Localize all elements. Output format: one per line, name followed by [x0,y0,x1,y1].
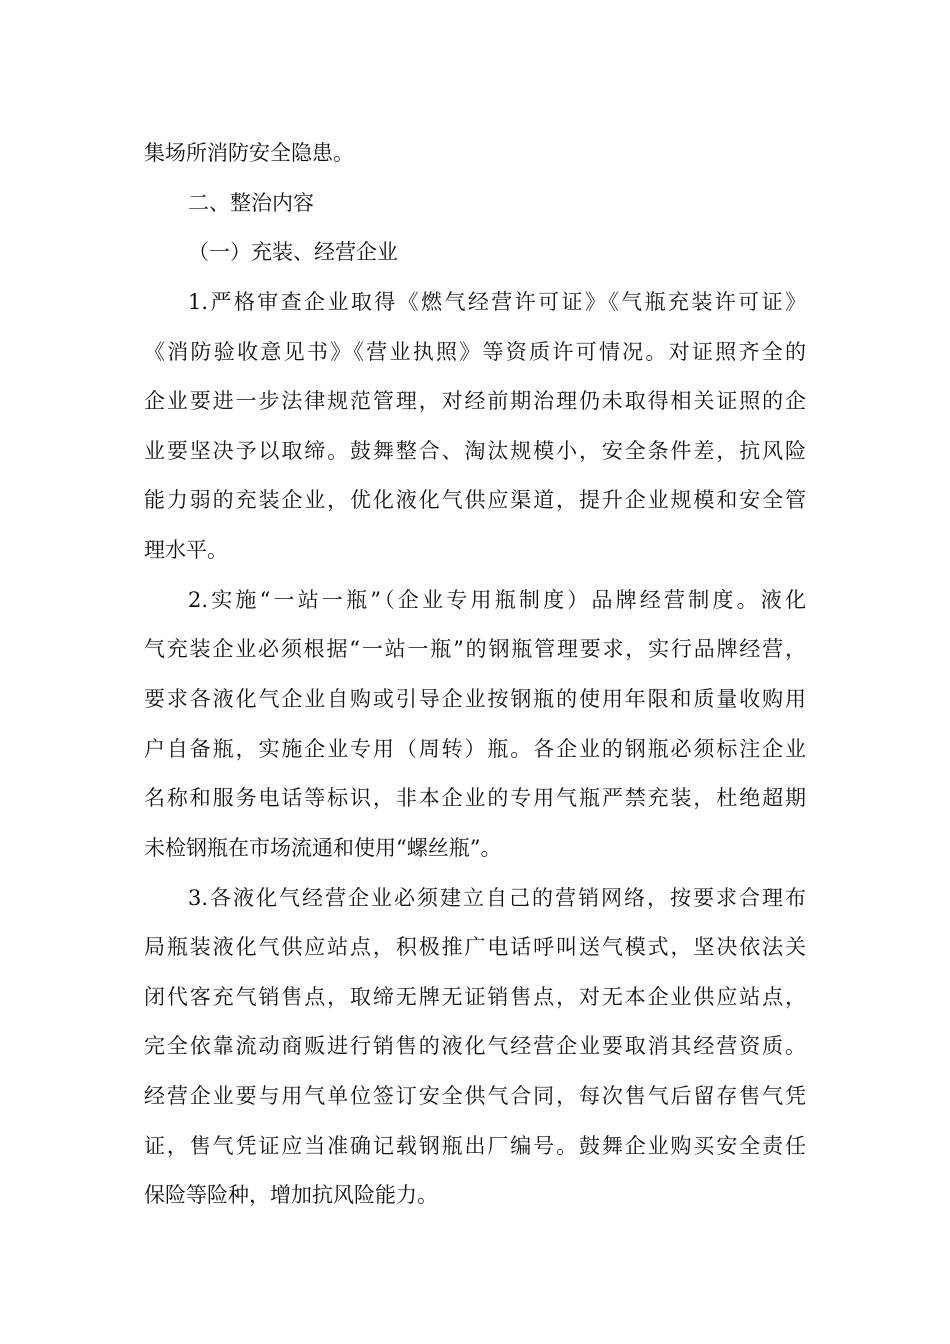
paragraph-line: 1.严格审查企业取得《燃气经营许可证》《气瓶充装许可证》 [188,290,806,314]
paragraph-line: 能力弱的充装企业，优化液化气供应渠道，提升企业规模和安全管 [144,488,806,512]
paragraph-line: 《消防验收意见书》《营业执照》等资质许可情况。对证照齐全的 [144,340,806,364]
paragraph-line: 名称和服务电话等标识，非本企业的专用气瓶严禁充装，杜绝超期 [144,786,806,810]
paragraph-line: 气充装企业必须根据“一站一瓶”的钢瓶管理要求，实行品牌经营， [144,637,806,661]
paragraph-line: 业要坚决予以取缔。鼓舞整合、淘汰规模小，安全条件差，抗风险 [144,439,806,463]
section-heading: 二、整治内容 [188,191,314,215]
paragraph-line: 理水平。 [144,538,228,562]
paragraph-line: 证，售气凭证应当准确记载钢瓶出厂编号。鼓舞企业购买安全责任 [144,1134,806,1158]
paragraph-line: 户自备瓶，实施企业专用（周转）瓶。各企业的钢瓶必须标注企业 [144,737,806,761]
paragraph-line: 要求各液化气企业自购或引导企业按钢瓶的使用年限和质量收购用 [144,687,806,711]
paragraph-line: 局瓶装液化气供应站点，积极推广电话呼叫送气模式，坚决依法关 [144,935,806,959]
paragraph-line: 未检钢瓶在市场流通和使用“螺丝瓶”。 [144,836,502,860]
paragraph-line: 集场所消防安全隐患。 [144,141,354,165]
paragraph-line: 保险等险种，增加抗风险能力。 [144,1183,438,1207]
paragraph-line: 3.各液化气经营企业必须建立自己的营销网络，按要求合理布 [188,886,806,910]
paragraph-line: 完全依靠流动商贩进行销售的液化气经营企业要取消其经营资质。 [144,1034,806,1058]
paragraph-line: 经营企业要与用气单位签订安全供气合同，每次售气后留存售气凭 [144,1084,806,1108]
paragraph-line: 企业要进一步法律规范管理，对经前期治理仍未取得相关证照的企 [144,389,806,413]
paragraph-line: 2.实施“一站一瓶”（企业专用瓶制度）品牌经营制度。液化 [188,588,806,612]
paragraph-line: 闭代客充气销售点，取缔无牌无证销售点，对无本企业供应站点， [144,985,806,1009]
subsection-heading: （一）充装、经营企业 [188,240,398,264]
